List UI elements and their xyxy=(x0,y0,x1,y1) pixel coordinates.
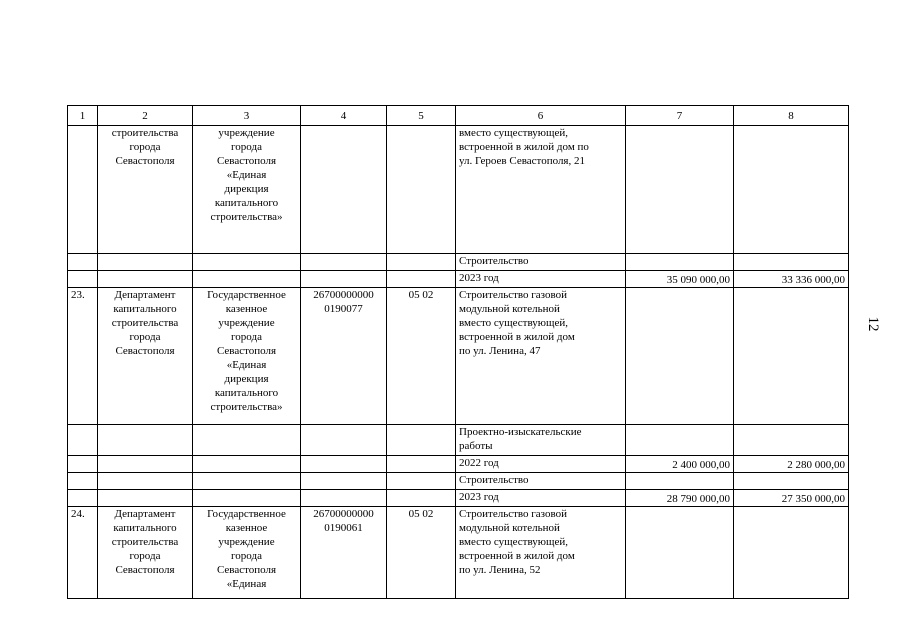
amount-col8: 2 280 000,00 xyxy=(734,456,849,473)
institution-cell: Государственное казенное учреждение города Севастополя «Единая xyxy=(193,507,301,599)
cell xyxy=(68,126,98,254)
document-table xyxy=(67,105,849,599)
amount-col8: 27 350 000,00 xyxy=(734,490,849,507)
object-cell: Строительство газовой модульной котельной вместо существующей, встроенной в жилой дом по ул. Ленина, 52 xyxy=(456,507,626,599)
table-row xyxy=(68,507,849,599)
cell: строительства города Севастополя xyxy=(98,126,193,254)
stage-label: Строительство xyxy=(456,473,626,490)
header-cell: 6 xyxy=(456,106,626,126)
header-row xyxy=(68,106,849,126)
cell: учреждение города Севастополя «Единая дирекция капитального строительства» xyxy=(193,126,301,254)
header-cell: 4 xyxy=(301,106,387,126)
department-cell: Департамент капитального строительства города Севастополя xyxy=(98,507,193,599)
cell xyxy=(301,126,387,254)
amount-col7: 2 400 000,00 xyxy=(626,456,734,473)
table-row xyxy=(68,254,849,271)
object-cell: Строительство газовой модульной котельной вместо существующей, встроенной в жилой дом по ул. Ленина, 47 xyxy=(456,288,626,425)
department-cell: Департамент капитального строительства города Севастополя xyxy=(98,288,193,425)
row-number: 23. xyxy=(68,288,98,425)
cell: вместо существующей, встроенной в жилой дом по ул. Героев Севастополя, 21 xyxy=(456,126,626,254)
header-cell: 8 xyxy=(734,106,849,126)
year-label: 2023 год xyxy=(456,271,626,288)
cell xyxy=(734,126,849,254)
table-row xyxy=(68,490,849,507)
stage-label: Проектно-изыскательские работы xyxy=(456,425,626,456)
section-cell: 05 02 xyxy=(387,507,456,599)
table-row xyxy=(68,271,849,288)
table-row xyxy=(68,126,849,254)
year-label: 2022 год xyxy=(456,456,626,473)
cell xyxy=(387,126,456,254)
institution-cell: Государственное казенное учреждение города Севастополя «Единая дирекция капитального строительства» xyxy=(193,288,301,425)
header-cell: 5 xyxy=(387,106,456,126)
amount-col8: 33 336 000,00 xyxy=(734,271,849,288)
code-cell: 26700000000 0190061 xyxy=(301,507,387,599)
table-row xyxy=(68,456,849,473)
page-number: 12 xyxy=(865,316,881,332)
cell xyxy=(626,126,734,254)
header-cell: 2 xyxy=(98,106,193,126)
amount-col7: 35 090 000,00 xyxy=(626,271,734,288)
section-cell: 05 02 xyxy=(387,288,456,425)
stage-label: Строительство xyxy=(456,254,626,271)
year-label: 2023 год xyxy=(456,490,626,507)
table-row xyxy=(68,425,849,456)
header-cell: 1 xyxy=(68,106,98,126)
amount-col7: 28 790 000,00 xyxy=(626,490,734,507)
table-row xyxy=(68,288,849,425)
code-cell: 26700000000 0190077 xyxy=(301,288,387,425)
header-cell: 3 xyxy=(193,106,301,126)
row-number: 24. xyxy=(68,507,98,599)
table-row xyxy=(68,473,849,490)
header-cell: 7 xyxy=(626,106,734,126)
